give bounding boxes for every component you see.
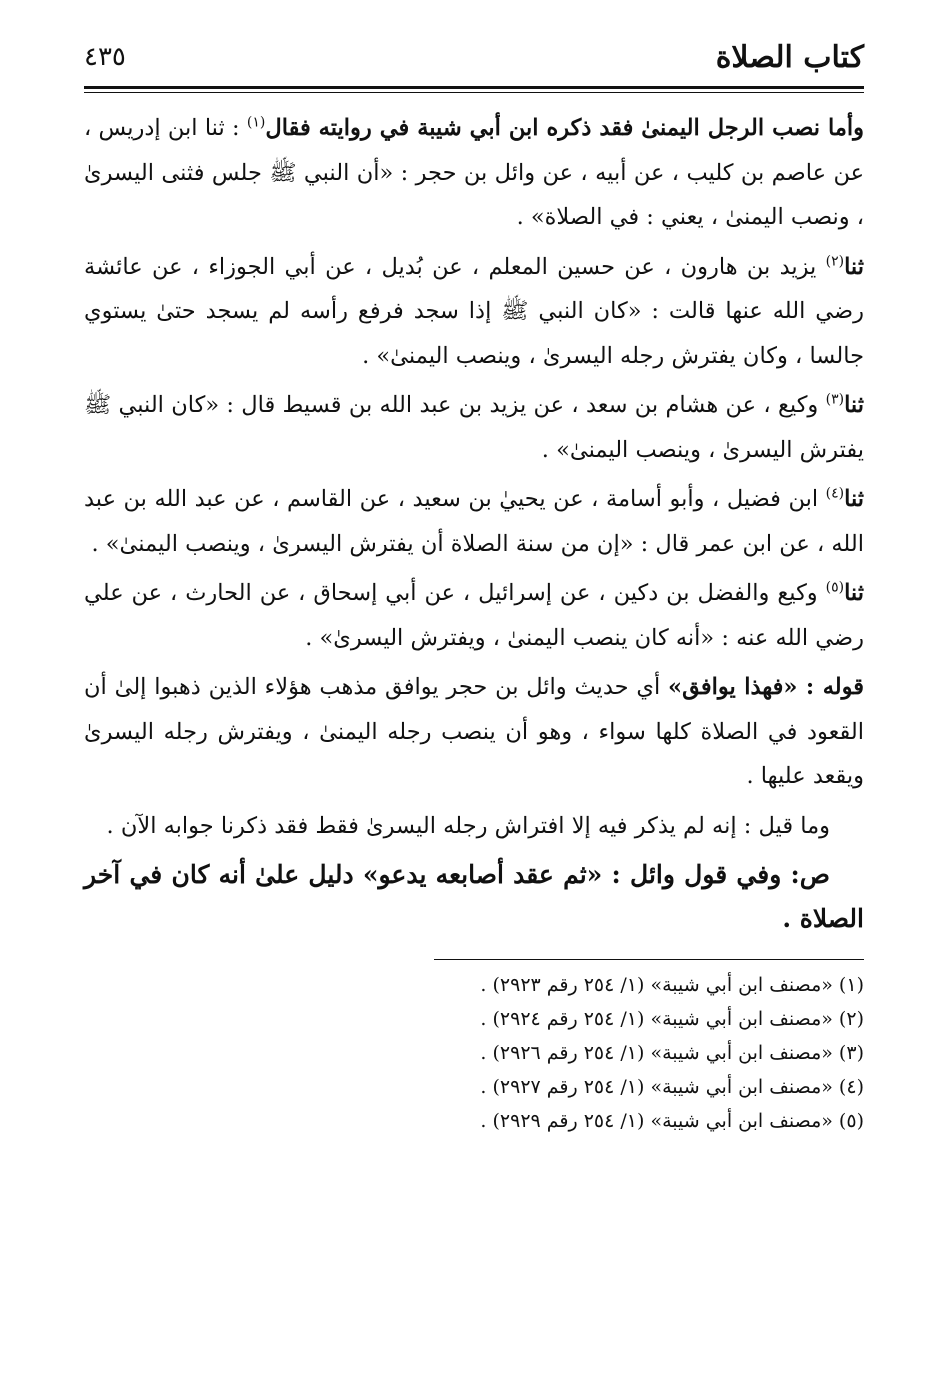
paragraph-1 xyxy=(84,106,864,240)
paragraph-5 xyxy=(84,571,864,660)
footnote-divider xyxy=(434,959,864,960)
header-rule-thick xyxy=(84,86,864,89)
page-number: ٤٣٥ xyxy=(84,42,126,72)
footnote-ref: (٤) xyxy=(825,485,845,502)
section-heading: ص: وفي قول وائل : «ثم عقد أصابعه يدعو» دليل علىٰ أنه كان في آخر الصلاة . xyxy=(84,860,864,933)
footnote-ref: (٥) xyxy=(825,579,845,596)
book-page xyxy=(84,30,864,1138)
paragraph-7 xyxy=(84,804,864,849)
body-text xyxy=(84,106,864,941)
paragraph-text: وكيع والفضل بن دكين ، عن إسرائيل ، عن أبي إسحاق ، عن الحارث ، عن علي رضي الله عنه : «أنه كان ينصب اليمنىٰ ، ويفترش اليسرىٰ» . xyxy=(84,580,864,651)
footnote-item: (٣) «مصنف ابن أبي شيبة» (١/ ٢٥٤ رقم ٢٩٢٦) . xyxy=(480,1042,864,1064)
paragraph-text: يزيد بن هارون ، عن حسين المعلم ، عن بُديل ، عن أبي الجوزاء ، عن عائشة رضي الله عنها قالت : «كان النبي ﷺ إذا سجد فرفع رأسه لم يسجد حتىٰ يستوي جالسا ، وكان يفترش رجله اليسرىٰ ، وينصب اليمنىٰ» . xyxy=(84,253,864,369)
paragraph-3 xyxy=(84,383,864,472)
page-header xyxy=(84,30,864,82)
paragraph-text: : ثنا ابن إدريس ، عن عاصم بن كليب ، عن أبيه ، عن وائل بن حجر : «أن النبي ﷺ جلس فثنى اليسرىٰ ، ونصب اليمنىٰ ، يعني : في الصلاة» . xyxy=(84,115,864,230)
footnote-ref: (٢) xyxy=(825,253,845,269)
footnote-item: (٢) «مصنف ابن أبي شيبة» (١/ ٢٥٤ رقم ٢٩٢٤) . xyxy=(480,1008,864,1030)
paragraph-lead: ثنا xyxy=(844,486,865,512)
paragraph-text: أي حديث وائل بن حجر يوافق مذهب هؤلاء الذين ذهبوا إلىٰ أن القعود في الصلاة كلها سواء ، وهو أن ينصب رجله اليمنىٰ ، ويفترش رجله اليسرىٰ ويقعد عليها . xyxy=(84,674,864,789)
footnote-ref: (٣) xyxy=(825,391,845,408)
paragraph-lead: ثنا xyxy=(844,392,864,418)
paragraph-lead: ثنا xyxy=(844,580,864,606)
paragraph-text: وما قيل : إنه لم يذكر فيه إلا افتراش رجله اليسرىٰ فقط فقد ذكرنا جوابه الآن . xyxy=(106,812,830,839)
paragraph-2 xyxy=(84,245,864,379)
paragraph-6 xyxy=(84,665,864,799)
footnote-item: (٤) «مصنف ابن أبي شيبة» (١/ ٢٥٤ رقم ٢٩٢٧) . xyxy=(480,1076,864,1098)
footnote-ref: (١) xyxy=(246,114,266,131)
footnotes xyxy=(84,968,864,1138)
paragraph-text: وكيع ، عن هشام بن سعد ، عن يزيد بن عبد الله بن قسيط قال : «كان النبي ﷺ يفترش اليسرىٰ ، وينصب اليمنىٰ» . xyxy=(84,392,864,463)
footnote-item: (١) «مصنف ابن أبي شيبة» (١/ ٢٥٤ رقم ٢٩٢٣) . xyxy=(480,974,864,996)
paragraph-4 xyxy=(84,477,864,566)
chapter-title: كتاب الصلاة xyxy=(715,40,864,75)
paragraph-lead: قوله : «فهذا يوافق» xyxy=(668,674,864,700)
paragraph-lead: ثنا xyxy=(844,253,864,280)
paragraph-lead: وأما نصب الرجل اليمنىٰ فقد ذكره ابن أبي شيبة في روايته فقال xyxy=(265,115,864,141)
paragraph-text: ابن فضيل ، وأبو أسامة ، عن يحييٰ بن سعيد ، عن القاسم ، عن عبد الله بن عبد الله ، عن ابن عمر قال : «إن من سنة الصلاة أن يفترش اليسرىٰ ، وينصب اليمنىٰ» . xyxy=(84,486,864,557)
footnote-item: (٥) «مصنف ابن أبي شيبة» (١/ ٢٥٤ رقم ٢٩٢٩) . xyxy=(480,1110,864,1132)
header-rule-thin xyxy=(84,92,864,93)
